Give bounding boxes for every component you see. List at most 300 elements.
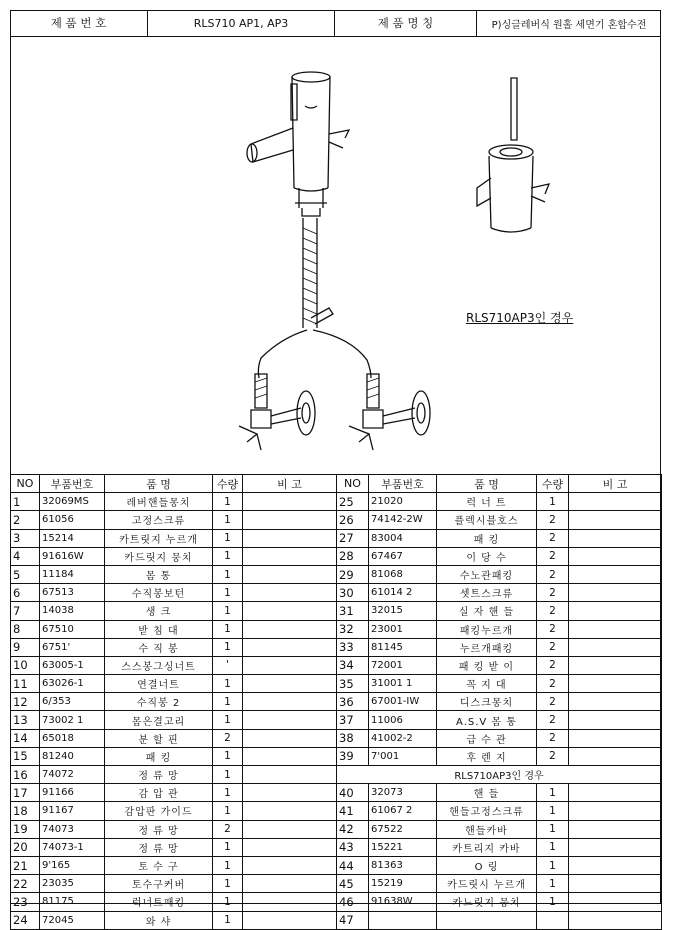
part-no: 11 xyxy=(11,675,40,693)
assembly-drawing xyxy=(11,38,660,472)
part-name: 토수구커버 xyxy=(105,875,213,893)
table-row xyxy=(11,620,337,638)
part-code: 81068 xyxy=(369,565,437,583)
part-no: 45 xyxy=(337,875,369,893)
part-name: 수 직 봉 xyxy=(105,638,213,656)
part-remark xyxy=(569,547,662,565)
part-remark xyxy=(569,529,662,547)
table-row xyxy=(337,820,662,838)
part-code: 72001 xyxy=(369,656,437,674)
table-row xyxy=(11,656,337,674)
part-no: 29 xyxy=(337,565,369,583)
col-name: 품 명 xyxy=(437,475,537,493)
part-no: 46 xyxy=(337,893,369,911)
part-remark xyxy=(569,711,662,729)
part-remark xyxy=(243,602,337,620)
part-no: 14 xyxy=(11,729,40,747)
part-remark xyxy=(569,747,662,765)
part-name: O 링 xyxy=(437,856,537,874)
part-qty: 2 xyxy=(537,638,569,656)
table-row xyxy=(11,711,337,729)
parts-table-right xyxy=(336,474,662,930)
part-code: 61014 2 xyxy=(369,584,437,602)
part-remark xyxy=(569,856,662,874)
part-remark xyxy=(569,784,662,802)
part-qty: 1 xyxy=(213,602,243,620)
part-qty: 1 xyxy=(537,802,569,820)
part-remark xyxy=(243,729,337,747)
part-code: 9'165 xyxy=(40,856,105,874)
part-remark xyxy=(243,766,337,784)
part-code: 11184 xyxy=(40,565,105,583)
part-remark xyxy=(243,547,337,565)
part-code: 91167 xyxy=(40,802,105,820)
table-row xyxy=(337,766,662,784)
part-remark xyxy=(243,565,337,583)
part-qty: 1 xyxy=(213,856,243,874)
part-qty: 1 xyxy=(537,875,569,893)
col-no: NO xyxy=(11,475,40,493)
part-name: 받 침 대 xyxy=(105,620,213,638)
product-no-label: 제 품 번 호 xyxy=(10,10,148,36)
part-qty: 2 xyxy=(537,602,569,620)
part-name: 와 샤 xyxy=(105,911,213,929)
part-no: 23 xyxy=(11,893,40,911)
part-qty: 1 xyxy=(213,784,243,802)
table-row xyxy=(11,747,337,765)
part-qty: 1 xyxy=(213,693,243,711)
part-remark xyxy=(569,565,662,583)
table-row xyxy=(11,584,337,602)
part-qty: 1 xyxy=(213,893,243,911)
part-name: 수노관패킹 xyxy=(437,565,537,583)
table-row xyxy=(337,838,662,856)
part-no: 39 xyxy=(337,747,369,765)
part-code: 67513 xyxy=(40,584,105,602)
part-qty: 2 xyxy=(537,529,569,547)
part-name: 감압판 가이드 xyxy=(105,802,213,820)
table-row xyxy=(337,493,662,511)
part-no: 41 xyxy=(337,802,369,820)
table-row xyxy=(337,602,662,620)
part-remark xyxy=(569,875,662,893)
part-remark xyxy=(569,602,662,620)
part-no: 5 xyxy=(11,565,40,583)
part-no: 31 xyxy=(337,602,369,620)
part-no: 9 xyxy=(11,638,40,656)
table-row xyxy=(11,729,337,747)
part-qty: 1 xyxy=(213,565,243,583)
col-code: 부품번호 xyxy=(40,475,105,493)
part-remark xyxy=(243,511,337,529)
part-name xyxy=(437,911,537,929)
part-no: 1 xyxy=(11,493,40,511)
part-name: 분 할 핀 xyxy=(105,729,213,747)
table-row xyxy=(11,565,337,583)
part-name: 패 킹 받 이 xyxy=(437,656,537,674)
table-row xyxy=(11,493,337,511)
part-qty: 1 xyxy=(213,711,243,729)
part-no: 4 xyxy=(11,547,40,565)
part-name: 실 자 핸 들 xyxy=(437,602,537,620)
part-remark xyxy=(569,493,662,511)
table-row xyxy=(337,656,662,674)
table-row xyxy=(337,729,662,747)
part-name: 수직봉 2 xyxy=(105,693,213,711)
table-row xyxy=(337,584,662,602)
part-code xyxy=(369,911,437,929)
part-remark xyxy=(569,911,662,929)
part-qty: 2 xyxy=(537,620,569,638)
part-qty: 1 xyxy=(213,493,243,511)
table-header-row xyxy=(11,475,337,493)
part-name: 핸들카바 xyxy=(437,820,537,838)
part-name: 토 수 구 xyxy=(105,856,213,874)
part-qty: 1 xyxy=(213,547,243,565)
part-qty: 1 xyxy=(537,784,569,802)
part-no: 8 xyxy=(11,620,40,638)
table-row xyxy=(337,802,662,820)
col-code: 부품번호 xyxy=(369,475,437,493)
part-name: 핸들고정스크류 xyxy=(437,802,537,820)
part-name: 디스크몽치 xyxy=(437,693,537,711)
part-code: 72045 xyxy=(40,911,105,929)
table-row xyxy=(337,565,662,583)
part-qty: 2 xyxy=(537,656,569,674)
part-code: 15221 xyxy=(369,838,437,856)
part-qty: 1 xyxy=(213,911,243,929)
part-code: 23001 xyxy=(369,620,437,638)
part-no: 6 xyxy=(11,584,40,602)
part-code: 6/353 xyxy=(40,693,105,711)
part-name: 후 렌 지 xyxy=(437,747,537,765)
part-qty xyxy=(537,911,569,929)
part-code: 32015 xyxy=(369,602,437,620)
part-no: 2 xyxy=(11,511,40,529)
part-name: 고정스크류 xyxy=(105,511,213,529)
table-row xyxy=(11,675,337,693)
part-code: 41002-2 xyxy=(369,729,437,747)
part-qty: 2 xyxy=(537,711,569,729)
part-no: 13 xyxy=(11,711,40,729)
part-code: 67467 xyxy=(369,547,437,565)
part-no: 33 xyxy=(337,638,369,656)
part-code: 31001 1 xyxy=(369,675,437,693)
part-qty: 1 xyxy=(537,493,569,511)
table-row xyxy=(337,529,662,547)
part-name: 이 당 수 xyxy=(437,547,537,565)
part-qty: 2 xyxy=(537,675,569,693)
table-row xyxy=(337,911,662,929)
part-no: 16 xyxy=(11,766,40,784)
part-name: 카트릿지 누르개 xyxy=(105,529,213,547)
part-remark xyxy=(243,656,337,674)
table-header-row xyxy=(337,475,662,493)
part-name: 패 킹 xyxy=(105,747,213,765)
part-code: 91638W xyxy=(369,893,437,911)
part-qty: 1 xyxy=(213,802,243,820)
part-no: 34 xyxy=(337,656,369,674)
part-remark xyxy=(569,638,662,656)
col-name: 품 명 xyxy=(105,475,213,493)
part-code: 65018 xyxy=(40,729,105,747)
part-name: A.S.V 몸 통 xyxy=(437,711,537,729)
part-qty: 1 xyxy=(537,893,569,911)
table-row xyxy=(11,911,337,929)
col-qty: 수량 xyxy=(213,475,243,493)
table-row xyxy=(11,838,337,856)
part-code: 11006 xyxy=(369,711,437,729)
part-qty: 1 xyxy=(213,511,243,529)
part-remark xyxy=(243,584,337,602)
part-code: 74072 xyxy=(40,766,105,784)
part-qty: 2 xyxy=(537,747,569,765)
part-qty: 1 xyxy=(213,747,243,765)
col-no: NO xyxy=(337,475,369,493)
part-remark xyxy=(569,893,662,911)
part-remark xyxy=(569,820,662,838)
part-remark xyxy=(569,693,662,711)
part-code: 73002 1 xyxy=(40,711,105,729)
part-qty: 1 xyxy=(537,838,569,856)
table-row xyxy=(337,747,662,765)
part-code: 81145 xyxy=(369,638,437,656)
part-name: 급 수 관 xyxy=(437,729,537,747)
part-no: 44 xyxy=(337,856,369,874)
part-code: 74142-2W xyxy=(369,511,437,529)
part-remark xyxy=(243,784,337,802)
part-code: 6751' xyxy=(40,638,105,656)
table-row xyxy=(337,856,662,874)
part-remark xyxy=(243,620,337,638)
part-name: 정 류 망 xyxy=(105,838,213,856)
part-qty: 1 xyxy=(537,856,569,874)
part-no: 36 xyxy=(337,693,369,711)
part-remark xyxy=(569,584,662,602)
part-code: 7'001 xyxy=(369,747,437,765)
part-no: 17 xyxy=(11,784,40,802)
part-no: 24 xyxy=(11,911,40,929)
part-qty: 1 xyxy=(213,529,243,547)
part-remark xyxy=(569,838,662,856)
part-remark xyxy=(243,675,337,693)
part-code: 61067 2 xyxy=(369,802,437,820)
part-code: 67510 xyxy=(40,620,105,638)
part-no: 42 xyxy=(337,820,369,838)
part-no: 32 xyxy=(337,620,369,638)
part-remark xyxy=(243,638,337,656)
part-name: 패 킹 xyxy=(437,529,537,547)
part-name: 몸 통 xyxy=(105,565,213,583)
part-remark xyxy=(569,620,662,638)
product-name-label: 제 품 명 칭 xyxy=(335,10,477,36)
part-name: 수직봉보턴 xyxy=(105,584,213,602)
part-remark xyxy=(569,675,662,693)
table-row xyxy=(11,511,337,529)
part-remark xyxy=(569,511,662,529)
part-no: 21 xyxy=(11,856,40,874)
table-row xyxy=(337,784,662,802)
part-no: 26 xyxy=(337,511,369,529)
table-row xyxy=(11,893,337,911)
part-code: 15219 xyxy=(369,875,437,893)
part-qty: 1 xyxy=(213,838,243,856)
table-row xyxy=(11,820,337,838)
part-code: 32073 xyxy=(369,784,437,802)
part-qty: 1 xyxy=(213,620,243,638)
part-remark xyxy=(243,893,337,911)
part-code: 61056 xyxy=(40,511,105,529)
part-qty: 1 xyxy=(213,766,243,784)
table-row xyxy=(11,766,337,784)
part-no: 40 xyxy=(337,784,369,802)
table-row xyxy=(11,547,337,565)
part-qty: 1 xyxy=(213,675,243,693)
table-row xyxy=(11,529,337,547)
part-code: 23035 xyxy=(40,875,105,893)
table-row xyxy=(11,602,337,620)
part-code: 32069MS xyxy=(40,493,105,511)
variant-note: RLS710AP3인 경우 xyxy=(466,311,574,325)
table-row xyxy=(11,638,337,656)
part-qty: 1 xyxy=(537,820,569,838)
part-no: 37 xyxy=(337,711,369,729)
product-no: RLS710 AP1, AP3 xyxy=(148,10,335,36)
part-name: 정 류 망 xyxy=(105,820,213,838)
part-code: 81175 xyxy=(40,893,105,911)
part-qty: 2 xyxy=(537,693,569,711)
part-code: 74073 xyxy=(40,820,105,838)
col-remark: 비 고 xyxy=(569,475,662,493)
part-name: 핸 들 xyxy=(437,784,537,802)
part-qty: 2 xyxy=(537,511,569,529)
variant-subheader: RLS710AP3인 경우 xyxy=(337,766,662,784)
part-name: 카드릿시 누르개 xyxy=(437,875,537,893)
part-remark xyxy=(243,911,337,929)
part-code: 15214 xyxy=(40,529,105,547)
part-remark xyxy=(569,729,662,747)
part-name: 카트리지 카바 xyxy=(437,838,537,856)
part-code: 81240 xyxy=(40,747,105,765)
part-no: 30 xyxy=(337,584,369,602)
part-no: 18 xyxy=(11,802,40,820)
part-qty: 1 xyxy=(213,875,243,893)
part-qty: 2 xyxy=(213,729,243,747)
part-qty: 2 xyxy=(213,820,243,838)
part-qty: 2 xyxy=(537,729,569,747)
part-code: 91166 xyxy=(40,784,105,802)
part-no: 3 xyxy=(11,529,40,547)
part-qty: ' xyxy=(213,656,243,674)
part-no: 10 xyxy=(11,656,40,674)
part-name: 연결너트 xyxy=(105,675,213,693)
part-name: 패킹누르개 xyxy=(437,620,537,638)
part-remark xyxy=(243,875,337,893)
part-remark xyxy=(243,802,337,820)
part-remark xyxy=(569,802,662,820)
table-row xyxy=(337,693,662,711)
part-code: 83004 xyxy=(369,529,437,547)
part-name: 카느릿지 뭉치 xyxy=(437,893,537,911)
part-remark xyxy=(243,838,337,856)
part-remark xyxy=(243,747,337,765)
part-code: 91616W xyxy=(40,547,105,565)
part-remark xyxy=(243,856,337,874)
part-name: 럭 너 트 xyxy=(437,493,537,511)
part-remark xyxy=(569,656,662,674)
part-remark xyxy=(243,493,337,511)
part-name: 몸은결고리 xyxy=(105,711,213,729)
col-remark: 비 고 xyxy=(243,475,337,493)
table-row xyxy=(11,784,337,802)
part-code: 21020 xyxy=(369,493,437,511)
part-qty: 2 xyxy=(537,584,569,602)
part-no: 12 xyxy=(11,693,40,711)
part-remark xyxy=(243,711,337,729)
part-name: 정 류 망 xyxy=(105,766,213,784)
part-name: 럭너트패킹 xyxy=(105,893,213,911)
part-no: 38 xyxy=(337,729,369,747)
part-name: 셋트스크류 xyxy=(437,584,537,602)
table-row xyxy=(337,511,662,529)
part-no: 43 xyxy=(337,838,369,856)
part-no: 35 xyxy=(337,675,369,693)
part-name: 누르개패킹 xyxy=(437,638,537,656)
table-row xyxy=(11,802,337,820)
col-qty: 수량 xyxy=(537,475,569,493)
table-row xyxy=(337,893,662,911)
part-no: 47 xyxy=(337,911,369,929)
part-no: 20 xyxy=(11,838,40,856)
part-code: 14038 xyxy=(40,602,105,620)
part-code: 63005-1 xyxy=(40,656,105,674)
part-no: 7 xyxy=(11,602,40,620)
table-row xyxy=(11,875,337,893)
part-name: 꼭 지 대 xyxy=(437,675,537,693)
part-remark xyxy=(243,820,337,838)
part-remark xyxy=(243,529,337,547)
table-row xyxy=(337,675,662,693)
parts-table-left xyxy=(10,474,337,930)
part-name: 스스봉그싱너트 xyxy=(105,656,213,674)
part-no: 25 xyxy=(337,493,369,511)
part-name: 카드릿지 뭉치 xyxy=(105,547,213,565)
part-name: 레버핸들몽치 xyxy=(105,493,213,511)
table-row xyxy=(337,620,662,638)
part-code: 67522 xyxy=(369,820,437,838)
part-qty: 1 xyxy=(213,638,243,656)
part-qty: 1 xyxy=(213,584,243,602)
part-no: 19 xyxy=(11,820,40,838)
part-no: 22 xyxy=(11,875,40,893)
product-name: P)싱글레버식 원홀 세면기 혼합수전 xyxy=(491,19,647,31)
table-row xyxy=(11,693,337,711)
part-remark xyxy=(243,693,337,711)
part-no: 28 xyxy=(337,547,369,565)
part-name: 생 크 xyxy=(105,602,213,620)
table-row xyxy=(337,547,662,565)
faucet-illustration xyxy=(11,38,660,472)
part-code: 63026-1 xyxy=(40,675,105,693)
part-code: 81363 xyxy=(369,856,437,874)
part-qty: 2 xyxy=(537,565,569,583)
part-no: 27 xyxy=(337,529,369,547)
part-name: 플렉시블호스 xyxy=(437,511,537,529)
table-row xyxy=(337,875,662,893)
part-qty: 2 xyxy=(537,547,569,565)
part-name: 감 압 관 xyxy=(105,784,213,802)
part-code: 74073-1 xyxy=(40,838,105,856)
